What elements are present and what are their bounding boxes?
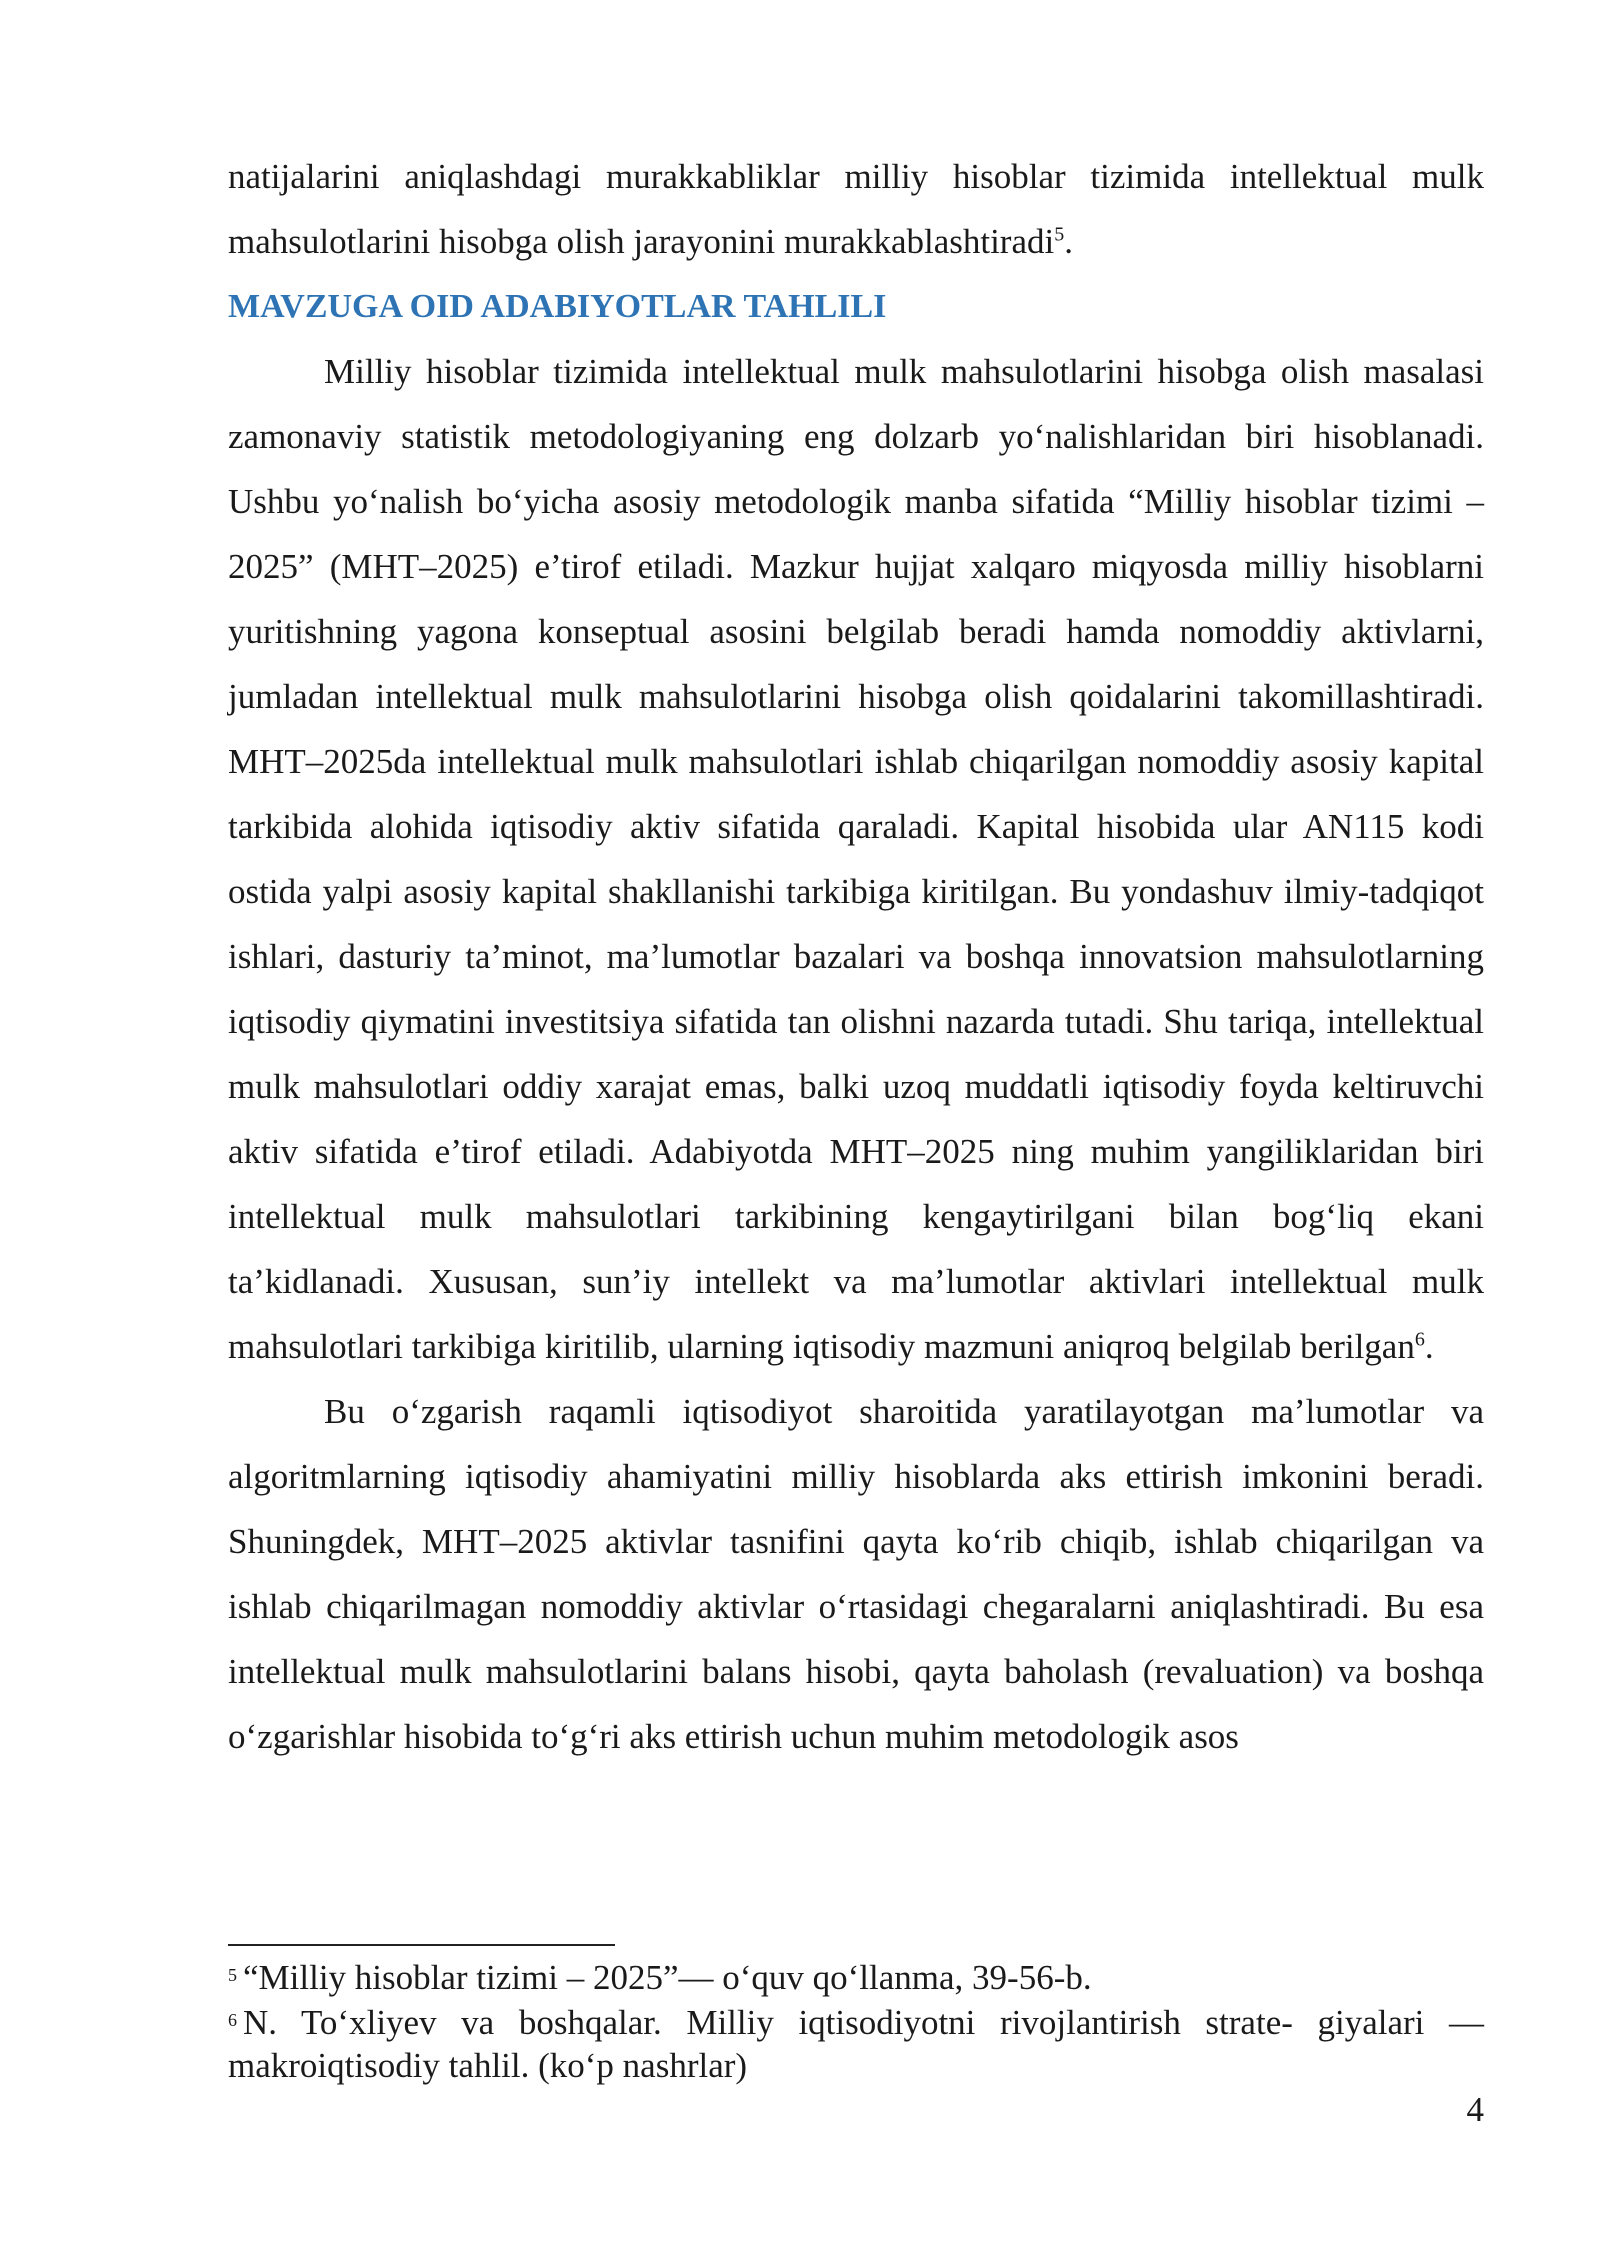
paragraph-text: Bu o‘zgarish raqamli iqtisodiyot sharoitida yaratilayotgan ma’lumotlar va algoritmlarning iqtisodiy ahamiyatini milliy hisoblarda aks ettirish imkonini beradi. Shuningdek, MHT–2025 aktivlar tasnifini qayta ko‘rib chiqib, ishlab chiqarilgan va ishlab chiqarilmagan nomoddiy aktivlar o‘rtasidagi chegaralarni aniqlashtiradi. Bu esa intellektual mulk mahsulotlarini balans hisobi, qayta baholash (revaluation) va boshqa o‘zgarishlar hisobida to‘g‘ri aks ettirish uchun muhim metodologik asos xyxy=(228,1392,1484,1756)
footnote-separator xyxy=(228,1944,615,1946)
page-body xyxy=(228,144,1484,1769)
footnote-5 xyxy=(228,1954,1484,1999)
footnote-reference-5[interactable]: 5 xyxy=(1054,223,1065,246)
page-number: 4 xyxy=(1466,2090,1484,2129)
footnote-mark: 6 xyxy=(228,2010,237,2030)
paragraph-continued xyxy=(228,144,1484,274)
paragraph-end-punct: . xyxy=(1424,1327,1434,1366)
section-heading: MAVZUGA OID ADABIYOTLAR TAHLILI xyxy=(228,288,887,325)
paragraph-text: natijalarini aniqlashdagi murakkabliklar milliy hisoblar tizimida intellektual mulk mahsulotlarini hisobga olish jarayonini murakkablashtiradi xyxy=(228,157,1484,261)
footnote-mark: 5 xyxy=(228,1965,237,1985)
footnote-6 xyxy=(228,1999,1484,2087)
footnote-text: N. To‘xliyev va boshqalar. Milliy iqtisodiyotni rivojlantirish strate- giyalari — makroiqtisodiy tahlil. (ko‘p nashrlar) xyxy=(228,2003,1484,2085)
paragraph-text: Milliy hisoblar tizimida intellektual mulk mahsulotlarini hisobga olish masalasi zamonaviy statistik metodologiyaning eng dolzarb yo‘nalishlaridan biri hisoblanadi. Ushbu yo‘nalish bo‘yicha asosiy metodologik manba sifatida “Milliy hisoblar tizimi – 2025” (MHT–2025) e’tirof etiladi. Mazkur hujjat xalqaro miqyosda milliy hisoblarni yuritishning yagona konseptual asosini belgilab beradi hamda nomoddiy aktivlarni, jumladan intellektual mulk mahsulotlarini hisobga olish qoidalarini takomillashtiradi. MHT–2025da intellektual mulk mahsulotlari ishlab chiqarilgan nomoddiy asosiy kapital tarkibida alohida iqtisodiy aktiv sifatida qaraladi. Kapital hisobida ular AN115 kodi ostida yalpi asosiy kapital shakllanishi tarkibiga kiritilgan. Bu yondashuv ilmiy-tadqiqot ishlari, dasturiy ta’minot, ma’lumotlar bazalari va boshqa innovatsion mahsulotlarning iqtisodiy qiymatini investitsiya sifatida tan olishni nazarda tutadi. Shu tariqa, intellektual mulk mahsulotlari oddiy xarajat emas, balki uzoq muddatli iqtisodiy foyda keltiruvchi aktiv sifatida e’tirof etiladi. Adabiyotda MHT–2025 ning muhim yangiliklaridan biri intellektual mulk mahsulotlari tarkibining kengaytirilgani bilan bog‘liq ekani ta’kidlanadi. Xususan, sun’iy intellekt va ma’lumotlar aktivlari intellektual mulk mahsulotlari tarkibiga kiritilib, ularning iqtisodiy mazmuni aniqroq belgilab berilgan xyxy=(228,352,1484,1366)
paragraph-changes xyxy=(228,1379,1484,1769)
footnote-text: “Milliy hisoblar tizimi – 2025”— o‘quv qo‘llanma, 39-56-b. xyxy=(243,1958,1092,1997)
paragraph-end-punct: . xyxy=(1064,222,1073,261)
footnote-reference-6[interactable]: 6 xyxy=(1414,1328,1425,1351)
footnotes xyxy=(228,1954,1484,2087)
paragraph-literature-review xyxy=(228,339,1484,1379)
